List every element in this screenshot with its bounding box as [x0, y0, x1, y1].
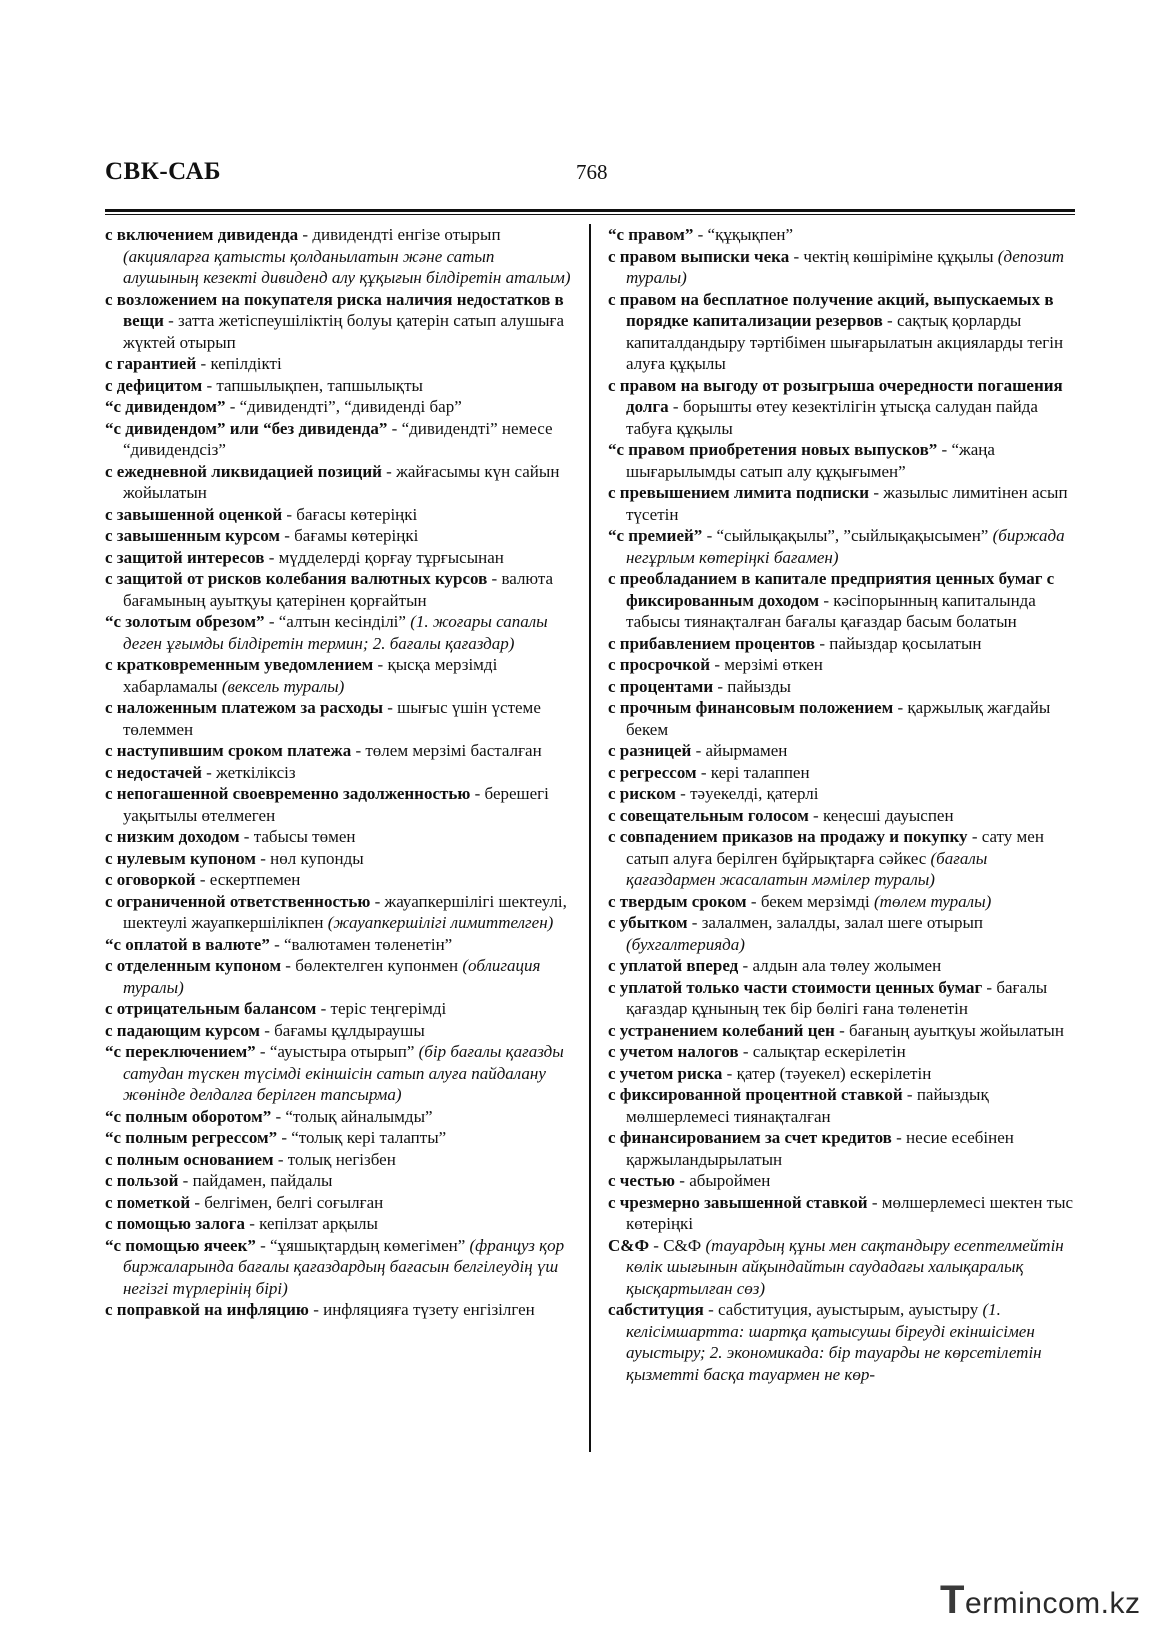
entry-definition: сақтық қорларды капиталдандыру тәртібімен шығарылатын акцияларды тегін алуға құқылы — [626, 311, 1064, 373]
entry-term: “с дивидендом” — [105, 397, 226, 416]
dictionary-entry: с помощью залога - кепілзат арқылы — [105, 1214, 378, 1233]
entry-term: с устранением колебаний цен — [608, 1020, 835, 1040]
entry-definition: сабституция, ауыстырым, ауыстыру — [718, 1300, 979, 1319]
entry-term: с низким доходом — [105, 827, 240, 846]
entry-definition: нөл купонды — [270, 848, 364, 868]
entry-term: C&Ф — [608, 1235, 650, 1255]
entry-term: с возложением на покупателя риска наличия недостатков в вещи — [105, 289, 564, 330]
dictionary-entry: с финансированием за счет кредитов - несие есебінен қаржыландырылатын — [608, 1128, 1014, 1169]
dictionary-entry: с твердым сроком - бекем мерзімді (төлем туралы) — [608, 891, 992, 911]
dictionary-entry: с поправкой на инфляцию - инфляцияға түзету енгізілген — [105, 1300, 535, 1319]
entry-term: “с полным оборотом” — [105, 1106, 272, 1126]
entry-definition: бағамы құлдыраушы — [274, 1020, 425, 1040]
entry-definition: белгімен, белгі соғылған — [204, 1192, 384, 1212]
entry-term: с преобладанием в капитале предприятия ценных бумаг с фиксированным доходом — [608, 569, 1055, 610]
logo-text: ermincom.kz — [964, 1587, 1141, 1620]
dictionary-entry: с устранением колебаний цен - бағаның ауытқуы жойылатын — [608, 1020, 1064, 1040]
dictionary-entry: с дефицитом - тапшылықпен, тапшылықты — [105, 375, 423, 395]
entry-term: с уплатой только части стоимости ценных бумаг — [608, 977, 983, 997]
dictionary-entry: “с полным оборотом” - “толық айналымды” — [105, 1106, 433, 1126]
entry-definition: дивидендті енгізе отырып — [312, 225, 501, 244]
entry-term: с наложенным платежом за расходы — [105, 698, 383, 717]
entry-term: с чрезмерно завышенной ставкой — [608, 1192, 868, 1212]
page-number: 768 — [576, 160, 608, 184]
entry-note: (акцияларға қатысты қолданылатын және сатып алушының кезекті дивиденд алу құқығын білдіретін аталым) — [123, 246, 571, 287]
entry-definition: бекем мерзімді — [760, 891, 870, 911]
dictionary-entry: “с помощью ячеек” - “ұяшықтардың көмегімен” (француз қор биржаларында бағалы қағаздардың бағасын белгілеудің үш негізгі түрлерінің бірі) — [105, 1235, 565, 1298]
dictionary-entry: с завышенной оценкой - бағасы көтеріңкі — [105, 504, 418, 524]
entry-definition: “дивидендті”, “дивиденді бар” — [239, 397, 462, 416]
entry-note: (төлем туралы) — [874, 891, 992, 911]
entry-term: с полным основанием — [105, 1149, 274, 1169]
dictionary-entry: “с премией” - “сыйлықақылы”, ”сыйлықақысымен” (биржада негұрлым көтеріңкі бағамен) — [608, 526, 1065, 567]
entry-term: “с золотым обрезом” — [105, 612, 265, 631]
entry-definition: қаржылық жағдайы бекем — [626, 698, 1051, 739]
entry-definition: бағалы қағаздар құнының тек бір бөлігі ғана төленетін — [626, 977, 1048, 1018]
dictionary-entry: с правом выписки чека - чектің көшіріміне құқылы (депозит туралы) — [608, 246, 1064, 287]
dictionary-entry: с пользой - пайдамен, пайдалы — [105, 1171, 333, 1190]
entry-term: с правом на выгоду от розыгрыша очередности погашения долга — [608, 375, 1063, 416]
entry-definition: кеңесші дауыспен — [822, 805, 954, 825]
termincom-logo — [940, 1578, 1140, 1623]
entry-term: с правом на бесплатное получение акций, выпускаемых в порядке капитализации резервов — [608, 289, 1054, 330]
entry-definition: төлем мерзімі басталған — [365, 741, 542, 760]
dictionary-entry: с риском - тәуекелді, қатерлі — [608, 784, 819, 803]
entry-term: “с переключением” — [105, 1042, 256, 1061]
dictionary-entry: с кратковременным уведомлением - қысқа мерзімді хабарламалы (вексель туралы) — [105, 655, 498, 696]
entry-term: с учетом налогов — [608, 1042, 739, 1061]
entry-definition: жазылыс лимитінен асып түсетін — [626, 483, 1068, 524]
entry-definition: теріс теңгерімді — [330, 999, 447, 1018]
column-divider — [589, 224, 591, 1452]
dictionary-entry: “с оплатой в валюте” - “валютамен төленетін” — [105, 934, 453, 954]
entry-definition: ескертпемен — [209, 870, 301, 889]
dictionary-entry: с совпадением приказов на продажу и покупку - сату мен сатып алуға берілген бұйрықтарға сәйкес (бағалы қағаздармен жасалатын мәмілер туралы) — [608, 827, 1044, 889]
dictionary-entry: с фиксированной процентной ставкой - пайыздық мөлшерлемесі тиянақталған — [608, 1085, 989, 1126]
entry-definition: табысы төмен — [253, 827, 356, 846]
dictionary-entry: с пометкой - белгімен, белгі соғылған — [105, 1192, 384, 1212]
entry-term: с оговоркой — [105, 870, 196, 889]
entry-definition: бөлектелген купонмен — [295, 956, 459, 975]
entry-definition: жеткіліксіз — [216, 762, 296, 782]
entry-note: (облигация туралы) — [123, 956, 541, 997]
dictionary-entry: с правом на выгоду от розыгрыша очередности погашения долга - борышты өтеу кезектілігін ұтысқа салудан пайда табуға құқылы — [608, 375, 1063, 438]
entry-term: с завышенным курсом — [105, 526, 280, 545]
dictionary-entry: с недостачей - жеткіліксіз — [105, 762, 296, 782]
entry-term: с ограниченной ответственностью — [105, 891, 371, 911]
entry-term: с регрессом — [608, 762, 697, 782]
entry-term: с правом выписки чека — [608, 246, 790, 266]
dictionary-entry: с наложенным платежом за расходы - шығыс үшін үстеме төлеммен — [105, 698, 541, 739]
entry-term: с риском — [608, 784, 676, 803]
entry-note: (депозит туралы) — [626, 246, 1064, 287]
entry-definition: “валютамен төленетін” — [284, 934, 453, 954]
dictionary-entry: с отрицательным балансом - теріс теңгерімді — [105, 999, 447, 1018]
entry-term: с превышением лимита подписки — [608, 483, 870, 502]
entry-note: (тауардың құны мен сақтандыру есептелмейтін көлік шығынын айқындайтын саудадағы халықаралық қысқартылған сөз) — [626, 1235, 1064, 1298]
dictionary-entry: с уплатой вперед - алдын ала төлеу жолымен — [608, 956, 942, 975]
dictionary-entry: с учетом риска - қатер (тәуекел) ескерілетін — [608, 1063, 932, 1083]
dictionary-entry: с нулевым купоном - нөл купонды — [105, 848, 364, 868]
entry-definition: тәуекелді, қатерлі — [690, 784, 819, 803]
entry-definition: борышты өтеу кезектілігін ұтысқа салудан пайда табуға құқылы — [626, 397, 1038, 438]
entry-term: с убытком — [608, 913, 688, 932]
entry-definition: “алтын кесінділі” — [278, 612, 406, 631]
entry-definition: “толық айналымды” — [285, 1106, 433, 1126]
entry-definition: “ауыстыра отырып” — [269, 1042, 415, 1061]
entry-definition: бағамы көтеріңкі — [294, 526, 419, 545]
dictionary-entry: сабституция - сабституция, ауыстырым, ауыстыру (1. келісімшартта: шартқа қатысушы біреуді екіншісімен ауыстыру; 2. экономикада: бір тауарды не көрсетілетін қызметті басқа тауармен не көр- — [608, 1300, 1042, 1384]
entry-definition: бағаның ауытқуы жойылатын — [849, 1020, 1064, 1040]
dictionary-entry: с возложением на покупателя риска наличия недостатков в вещи - затта жетіспеушіліктің болуы қатерін сатып алушыға жүктей отырып — [105, 289, 565, 352]
entry-definition: шығыс үшін үстеме төлеммен — [123, 698, 541, 739]
dictionary-entry: с отделенным купоном - бөлектелген купонмен (облигация туралы) — [105, 956, 541, 997]
entry-term: с процентами — [608, 676, 714, 696]
entry-definition: бағасы көтеріңкі — [296, 504, 418, 524]
entry-term: с совещательным голосом — [608, 805, 809, 825]
entry-definition: “толық кері талапты” — [291, 1128, 447, 1147]
entry-term: с поправкой на инфляцию — [105, 1300, 309, 1319]
entry-term: с отрицательным балансом — [105, 999, 317, 1018]
entry-term: с уплатой вперед — [608, 956, 739, 975]
dictionary-entry: “с полным регрессом” - “толық кері талапты” — [105, 1128, 447, 1147]
dictionary-entry: с падающим курсом - бағамы құлдыраушы — [105, 1020, 425, 1040]
entry-term: с финансированием за счет кредитов — [608, 1128, 892, 1147]
entry-term: с твердым сроком — [608, 891, 747, 911]
page-header-title: СВК-САБ — [105, 158, 222, 185]
dictionary-entry: с непогашенной своевременно задолженностью - берешегі уақытылы өтелмеген — [105, 784, 549, 825]
entry-definition: C&Ф — [663, 1235, 702, 1255]
entry-term: с защитой интересов — [105, 547, 265, 567]
dictionary-entry: с преобладанием в капитале предприятия ценных бумаг с фиксированным доходом - кәсіпорынның капиталында табысы тиянақталған бағалы қағаздар басым болатын — [608, 569, 1055, 631]
dictionary-entry: с чрезмерно завышенной ставкой - мөлшерлемесі шектен тыс көтеріңкі — [608, 1192, 1074, 1233]
entry-definition: пайыздар қосылатын — [829, 633, 982, 653]
dictionary-entry: с защитой от рисков колебания валютных курсов - валюта бағамының ауытқуы қатерінен қорғайтын — [105, 569, 554, 610]
entry-term: “с помощью ячеек” — [105, 1235, 256, 1255]
dictionary-entry: с совещательным голосом - кеңесші дауыспен — [608, 805, 954, 825]
dictionary-entry: с уплатой только части стоимости ценных бумаг - бағалы қағаздар құнының тек бір бөлігі ғана төленетін — [608, 977, 1048, 1018]
entry-note: (биржада негұрлым көтеріңкі бағамен) — [626, 526, 1065, 567]
dictionary-entry: с правом на бесплатное получение акций, выпускаемых в порядке капитализации резервов - сақтық қорларды капиталдандыру тәртібімен шығарылатын акцияларды тегін алуға құқылы — [608, 289, 1064, 373]
entry-term: “с правом” — [608, 225, 694, 244]
entry-term: с учетом риска — [608, 1063, 723, 1083]
dictionary-entry: с ежедневной ликвидацией позиций - жайғасымы күн сайын жойылатын — [105, 461, 560, 502]
entry-definition: толық негізбен — [287, 1149, 396, 1169]
entry-term: с пометкой — [105, 1192, 191, 1212]
right-column — [608, 224, 1075, 1385]
entry-definition: несие есебінен қаржыландырылатын — [626, 1128, 1014, 1169]
entry-definition: салықтар ескерілетін — [752, 1042, 906, 1061]
entry-term: с защитой от рисков колебания валютных курсов — [105, 569, 488, 588]
dictionary-entry: с убытком - залалмен, залалды, залал шеге отырып (бухгалтерияда) — [608, 913, 983, 954]
entry-definition: айырмамен — [705, 741, 788, 760]
dictionary-entry: с просрочкой - мерзімі өткен — [608, 655, 823, 674]
dictionary-entry: с разницей - айырмамен — [608, 741, 788, 760]
dictionary-entry: “с дивидендом” или “без дивиденда” - “дивидендті” немесе “дивидендсіз” — [105, 418, 553, 459]
dictionary-entry: с честью - абыроймен — [608, 1171, 771, 1190]
left-column — [105, 224, 571, 1321]
entry-term: “с дивидендом” или “без дивиденда” — [105, 418, 388, 438]
entry-term: “с полным регрессом” — [105, 1128, 278, 1147]
entry-term: с совпадением приказов на продажу и покупку — [608, 827, 968, 846]
header-rule — [105, 209, 1075, 212]
entry-definition: кәсіпорынның капиталында табысы тиянақталған бағалы қағаздар басым болатын — [626, 590, 1036, 631]
entry-definition: мерзімі өткен — [724, 655, 823, 674]
entry-term: с кратковременным уведомлением — [105, 655, 374, 674]
entry-definition: “сыйлықақылы”, ”сыйлықақысымен” — [716, 526, 989, 545]
dictionary-entry: с наступившим сроком платежа - төлем мерзімі басталған — [105, 741, 542, 760]
entry-term: с наступившим сроком платежа — [105, 741, 352, 760]
dictionary-entry: с прочным финансовым положением - қаржылық жағдайы бекем — [608, 698, 1051, 739]
entry-term: с гарантией — [105, 354, 197, 373]
entry-term: с дефицитом — [105, 375, 203, 395]
dictionary-entry: с прибавлением процентов - пайыздар қосылатын — [608, 633, 982, 653]
dictionary-entry: “с правом приобретения новых выпусков” - “жаңа шығарылымды сатып алу құқығымен” — [608, 440, 995, 481]
entry-term: с нулевым купоном — [105, 848, 256, 868]
entry-definition: абыроймен — [689, 1171, 771, 1190]
entry-note: (бір бағалы қағазды сатудан түскен түсімді екіншісін сатып алуға пайдалану жөнінде делдалға берілген тапсырма) — [123, 1042, 564, 1104]
entry-term: с фиксированной процентной ставкой — [608, 1085, 903, 1104]
entry-definition: алдын ала төлеу жолымен — [752, 956, 942, 975]
dictionary-entry: “с переключением” - “ауыстыра отырып” (бір бағалы қағазды сатудан түскен түсімді екіншісін сатып алуға пайдалану жөнінде делдалға берілген тапсырма) — [105, 1042, 564, 1104]
entry-definition: пайдамен, пайдалы — [192, 1171, 333, 1190]
dictionary-entry: с полным основанием - толық негізбен — [105, 1149, 396, 1169]
entry-term: с недостачей — [105, 762, 202, 782]
entry-definition: инфляцияға түзету енгізілген — [323, 1300, 535, 1319]
dictionary-entry: с гарантией - кепілдікті — [105, 354, 282, 373]
entry-term: с ежедневной ликвидацией позиций — [105, 461, 382, 481]
dictionary-entry: с ограниченной ответственностью - жауапкершілігі шектеулі, шектеулі жауапкершілікпен (жауапкершілігі лимиттелген) — [105, 891, 567, 932]
entry-definition: мөлшерлемесі шектен тыс көтеріңкі — [626, 1192, 1074, 1233]
entry-term: с падающим курсом — [105, 1020, 260, 1040]
entry-definition: қысқа мерзімді хабарламалы — [123, 655, 498, 696]
dictionary-entry: C&Ф - C&Ф (тауардың құны мен сақтандыру есептелмейтін көлік шығынын айқындайтын саудадағы халықаралық қысқартылған сөз) — [608, 1235, 1064, 1298]
entry-definition: валюта бағамының ауытқуы қатерінен қорғайтын — [123, 569, 554, 610]
entry-note: (жауапкершілігі лимиттелген) — [327, 913, 554, 932]
entry-term: с непогашенной своевременно задолженностью — [105, 784, 471, 803]
entry-definition: “құқықпен” — [707, 225, 794, 244]
entry-definition: сату мен сатып алуға берілген бұйрықтарға сәйкес — [626, 827, 1044, 868]
entry-definition: “ұяшықтардың көмегімен” — [270, 1235, 466, 1255]
entry-definition: қатер (тәуекел) ескерілетін — [736, 1063, 932, 1083]
dictionary-entry: “с золотым обрезом” - “алтын кесінділі” (1. жоғары сапалы деген ұғымды білдіретін термин; 2. бағалы қағаздар) — [105, 612, 548, 653]
entry-definition: затта жетіспеушіліктің болуы қатерін сатып алушыға жүктей отырып — [123, 311, 565, 352]
entry-note: (вексель туралы) — [221, 676, 345, 696]
dictionary-entry: с завышенным курсом - бағамы көтеріңкі — [105, 526, 419, 545]
entry-term: с прочным финансовым положением — [608, 698, 894, 717]
entry-term: “с премией” — [608, 526, 703, 545]
dictionary-entry: с оговоркой - ескертпемен — [105, 870, 301, 889]
entry-term: с прибавлением процентов — [608, 633, 816, 653]
dictionary-entry: с защитой интересов - мүдделерді қорғау тұрғысынан — [105, 547, 504, 567]
entry-definition: кері талаппен — [710, 762, 810, 782]
entry-note: (1. жоғары сапалы деген ұғымды білдіретін термин; 2. бағалы қағаздар) — [123, 612, 548, 653]
entry-term: с отделенным купоном — [105, 956, 282, 975]
entry-term: с включением дивиденда — [105, 225, 299, 244]
entry-term: с пользой — [105, 1171, 179, 1190]
entry-note: (бухгалтерияда) — [626, 934, 745, 954]
dictionary-entry: с включением дивиденда - дивидендті енгізе отырып (акцияларға қатысты қолданылатын және сатып алушының кезекті дивиденд алу құқығын білдіретін аталым) — [105, 225, 571, 287]
entry-definition: жайғасымы күн сайын жойылатын — [123, 461, 560, 502]
entry-definition: пайызды — [727, 676, 791, 696]
dictionary-entry: с превышением лимита подписки - жазылыс лимитінен асып түсетін — [608, 483, 1068, 524]
dictionary-entry: с процентами - пайызды — [608, 676, 791, 696]
entry-term: “с оплатой в валюте” — [105, 934, 270, 954]
entry-note: (француз қор биржаларында бағалы қағаздардың бағасын белгілеудің үш негізгі түрлерінің бірі) — [123, 1235, 565, 1298]
entry-definition: залалмен, залалды, залал шеге отырып — [701, 913, 983, 932]
entry-term: “с правом приобретения новых выпусков” — [608, 440, 938, 459]
entry-term: с честью — [608, 1171, 676, 1190]
entry-definition: тапшылықпен, тапшылықты — [216, 375, 423, 395]
entry-term: сабституция — [608, 1300, 704, 1319]
entry-note: (1. келісімшартта: шартқа қатысушы біреуді екіншісімен ауыстыру; 2. экономикада: бір тауарды не көрсетілетін қызметті басқа тауармен не көр- — [626, 1300, 1042, 1384]
logo-initial: T — [940, 1578, 965, 1622]
entry-term: с завышенной оценкой — [105, 504, 283, 524]
header-rule-thin — [105, 214, 1075, 215]
entry-definition: мүдделерді қорғау тұрғысынан — [278, 547, 504, 567]
entry-definition: кепілдікті — [210, 354, 282, 373]
entry-definition: “дивидендті” немесе “дивидендсіз” — [123, 418, 553, 459]
entry-definition: берешегі уақытылы өтелмеген — [123, 784, 549, 825]
entry-note: (бағалы қағаздармен жасалатын мәмілер туралы) — [626, 848, 988, 889]
dictionary-entry: “с дивидендом” - “дивидендті”, “дивиденді бар” — [105, 397, 462, 416]
dictionary-entry: с учетом налогов - салықтар ескерілетін — [608, 1042, 906, 1061]
entry-definition: жауапкершілігі шектеулі, шектеулі жауапкершілікпен — [123, 891, 567, 932]
entry-term: с разницей — [608, 741, 692, 760]
entry-term: с просрочкой — [608, 655, 711, 674]
dictionary-entry: с низким доходом - табысы төмен — [105, 827, 356, 846]
entry-term: с помощью залога — [105, 1214, 245, 1233]
dictionary-entry: с регрессом - кері талаппен — [608, 762, 810, 782]
entry-definition: кепілзат арқылы — [259, 1214, 378, 1233]
entry-definition: чектің көшіріміне құқылы — [803, 246, 994, 266]
entry-definition: пайыздық мөлшерлемесі тиянақталған — [626, 1085, 989, 1126]
entry-definition: “жаңа шығарылымды сатып алу құқығымен” — [626, 440, 995, 481]
dictionary-entry: “с правом” - “құқықпен” — [608, 225, 794, 244]
